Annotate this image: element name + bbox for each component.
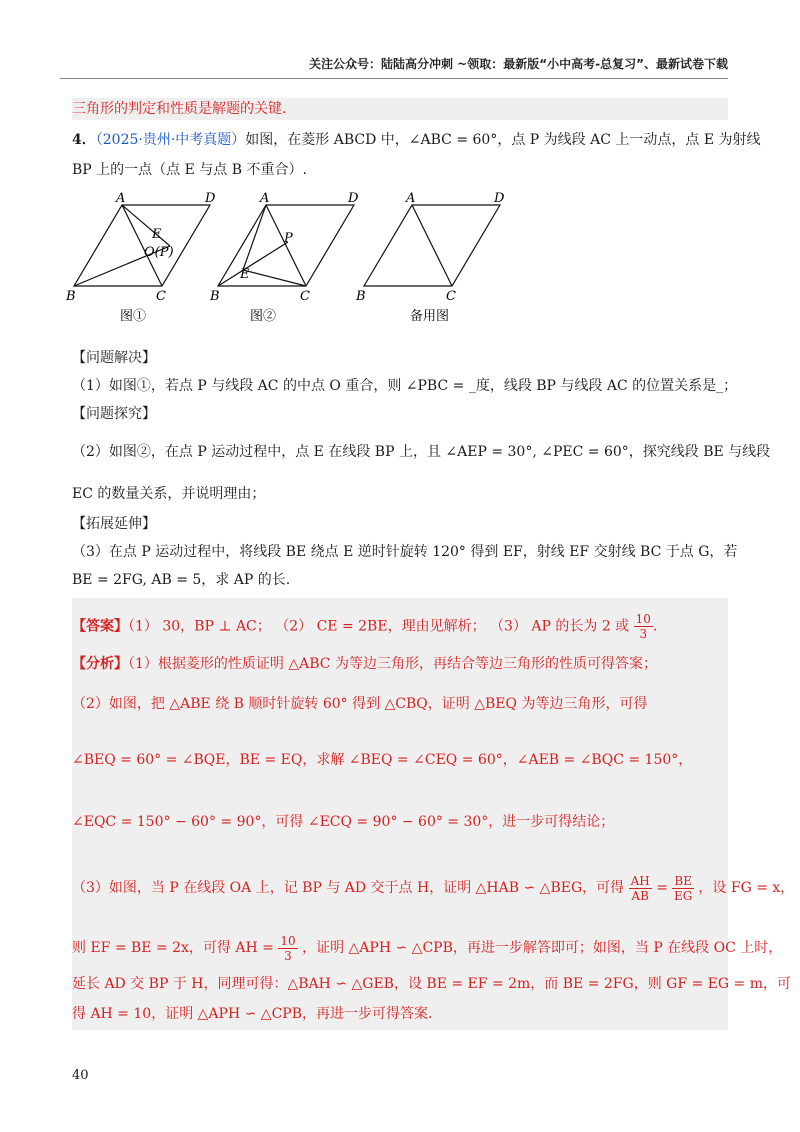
ah-value-fraction — [278, 934, 297, 963]
figure-1-caption: 图① — [120, 309, 147, 324]
ah-value-den: 3 — [284, 948, 292, 963]
ratio-be-eg — [672, 874, 694, 903]
fig1-label-b: B — [66, 289, 76, 304]
fig1-label-a: A — [116, 191, 126, 206]
fig2-label-a: A — [260, 191, 270, 206]
ratio-be-eg-den: EG — [673, 888, 693, 903]
analysis-text-1: （1）根据菱形的性质证明 △ABC 为等边三角形，再结合等边三角形的性质可得答案； — [128, 656, 657, 672]
fig3-label-b: B — [356, 289, 366, 304]
ratio-ah-ab — [629, 874, 652, 903]
fig3-label-a: A — [406, 191, 416, 206]
fig2-label-d: D — [348, 191, 359, 206]
page-number: 40 — [72, 1068, 89, 1083]
problem-stem-line-1 — [72, 130, 761, 150]
fig1-label-o-p: O(P) — [144, 245, 174, 260]
analysis-text-6b: ，证明 △APH ∽ △CPB，再进一步解答即可；如图，当 P 在线段 OC 上时， — [302, 940, 783, 956]
analysis-line-8: 得 AH = 10，证明 △APH ∽ △CPB，再进一步可得答案. — [72, 1006, 433, 1022]
analysis-line-5 — [72, 870, 795, 906]
fig3-label-d: D — [494, 191, 505, 206]
ratio-ah-ab-num: AH — [630, 873, 650, 888]
problem-source: （2025·贵州·中考真题） — [95, 132, 246, 148]
analysis-line-7: 延长 AD 交 BP 于 H，同理可得：△BAH ∽ △GEB，设 BE = EF = 2m，而 BE = 2FG，则 GF = EG = m，可 — [72, 976, 791, 992]
analysis-text-5b: ，设 FG = x， — [698, 880, 795, 896]
answer-part-3: （3） AP 的长为 2 或 — [490, 618, 630, 635]
question-3-line-1: （3）在点 P 运动过程中，将线段 BE 绕点 E 逆时针旋转 120° 得到 EF，射线 EF 交射线 BC 于点 G，若 — [72, 544, 738, 560]
fig1-label-d: D — [205, 191, 216, 206]
answer-end: . — [652, 618, 658, 635]
analysis-tag: 【分析】 — [72, 656, 128, 672]
figure-1-rhombus — [74, 205, 210, 286]
fig3-label-c: C — [446, 289, 456, 304]
answer-part-1: （1） 30，BP ⊥ AC； — [128, 618, 271, 635]
problem-number: 4． — [72, 132, 96, 148]
analysis-line-4: ∠EQC = 150° − 60° = 90°，可得 ∠ECQ = 90° − 60° = 30°，进一步可得结论； — [72, 814, 615, 830]
ratio-ah-ab-den: AB — [631, 888, 649, 903]
problem-stem-text-1: 如图，在菱形 ABCD 中，∠ABC = 60°，点 P 为线段 AC 上一动点，点 E 为射线 — [245, 132, 761, 148]
page-header: 关注公众号：陆陆高分冲刺 ~领取：最新版“小中高考-总复习”、最新试卷下载 — [60, 55, 728, 79]
analysis-text-6a: 则 EF = BE = 2x，可得 AH = — [72, 940, 274, 956]
previous-solution-tail: 三角形的判定和性质是解题的关键. — [72, 101, 287, 117]
figure-3-caption: 备用图 — [410, 309, 450, 324]
figure-2-caption: 图② — [250, 309, 277, 324]
answer-line — [72, 612, 728, 641]
answer-fraction-numerator: 10 — [635, 612, 651, 626]
section-exploration: 【问题探究】 — [72, 406, 156, 422]
analysis-line-6 — [72, 930, 783, 966]
fig1-label-c: C — [156, 289, 166, 304]
geometry-figures — [60, 190, 520, 330]
ratio-be-eg-num: BE — [674, 873, 692, 888]
question-2-line-1: （2）如图②，在点 P 运动过程中，点 E 在线段 BP 上，且 ∠AEP = 30°, ∠PEC = 60°，探究线段 BE 与线段 — [72, 444, 771, 460]
section-problem-solving: 【问题解决】 — [72, 350, 156, 366]
question-2-line-2: EC 的数量关系，并说明理由； — [72, 486, 266, 502]
analysis-line-2: （2）如图，把 △ABE 绕 B 顺时针旋转 60° 得到 △CBQ，证明 △BEQ 为等边三角形，可得 — [72, 696, 648, 712]
section-extension: 【拓展延伸】 — [72, 516, 156, 532]
answer-tag: 【答案】 — [72, 618, 128, 635]
fig1-label-e: E — [152, 227, 162, 242]
analysis-line-3: ∠BEQ = 60° = ∠BQE，BE = EQ，求解 ∠BEQ = ∠CEQ = 60°，∠AEB = ∠BQC = 150°， — [72, 752, 693, 768]
fig2-label-e: E — [240, 267, 250, 282]
fig2-label-b: B — [210, 289, 220, 304]
ratio-equals: = — [656, 880, 668, 896]
analysis-text-5a: （3）如图，当 P 在线段 OA 上，记 BP 与 AD 交于点 H，证明 △HAB ∽ △BEG，可得 — [72, 880, 625, 896]
figure-row — [60, 190, 520, 330]
answer-part-2: （2） CE = 2BE，理由见解析； — [275, 618, 486, 635]
analysis-line-1 — [72, 654, 728, 674]
fig2-label-p: P — [284, 231, 293, 246]
figure-3-rhombus — [364, 205, 500, 286]
ah-value-num: 10 — [280, 933, 296, 948]
question-3-line-2: BE = 2FG, AB = 5，求 AP 的长. — [72, 572, 291, 588]
problem-stem-line-2: BP 上的一点（点 E 与点 B 不重合）. — [72, 162, 307, 178]
fig2-label-c: C — [300, 289, 310, 304]
question-1: （1）如图①，若点 P 与线段 AC 的中点 O 重合，则 ∠PBC = _度，线段 BP 与线段 AC 的位置关系是_； — [72, 378, 738, 394]
answer-fraction-denominator: 3 — [639, 627, 648, 641]
answer-fraction — [634, 612, 653, 641]
